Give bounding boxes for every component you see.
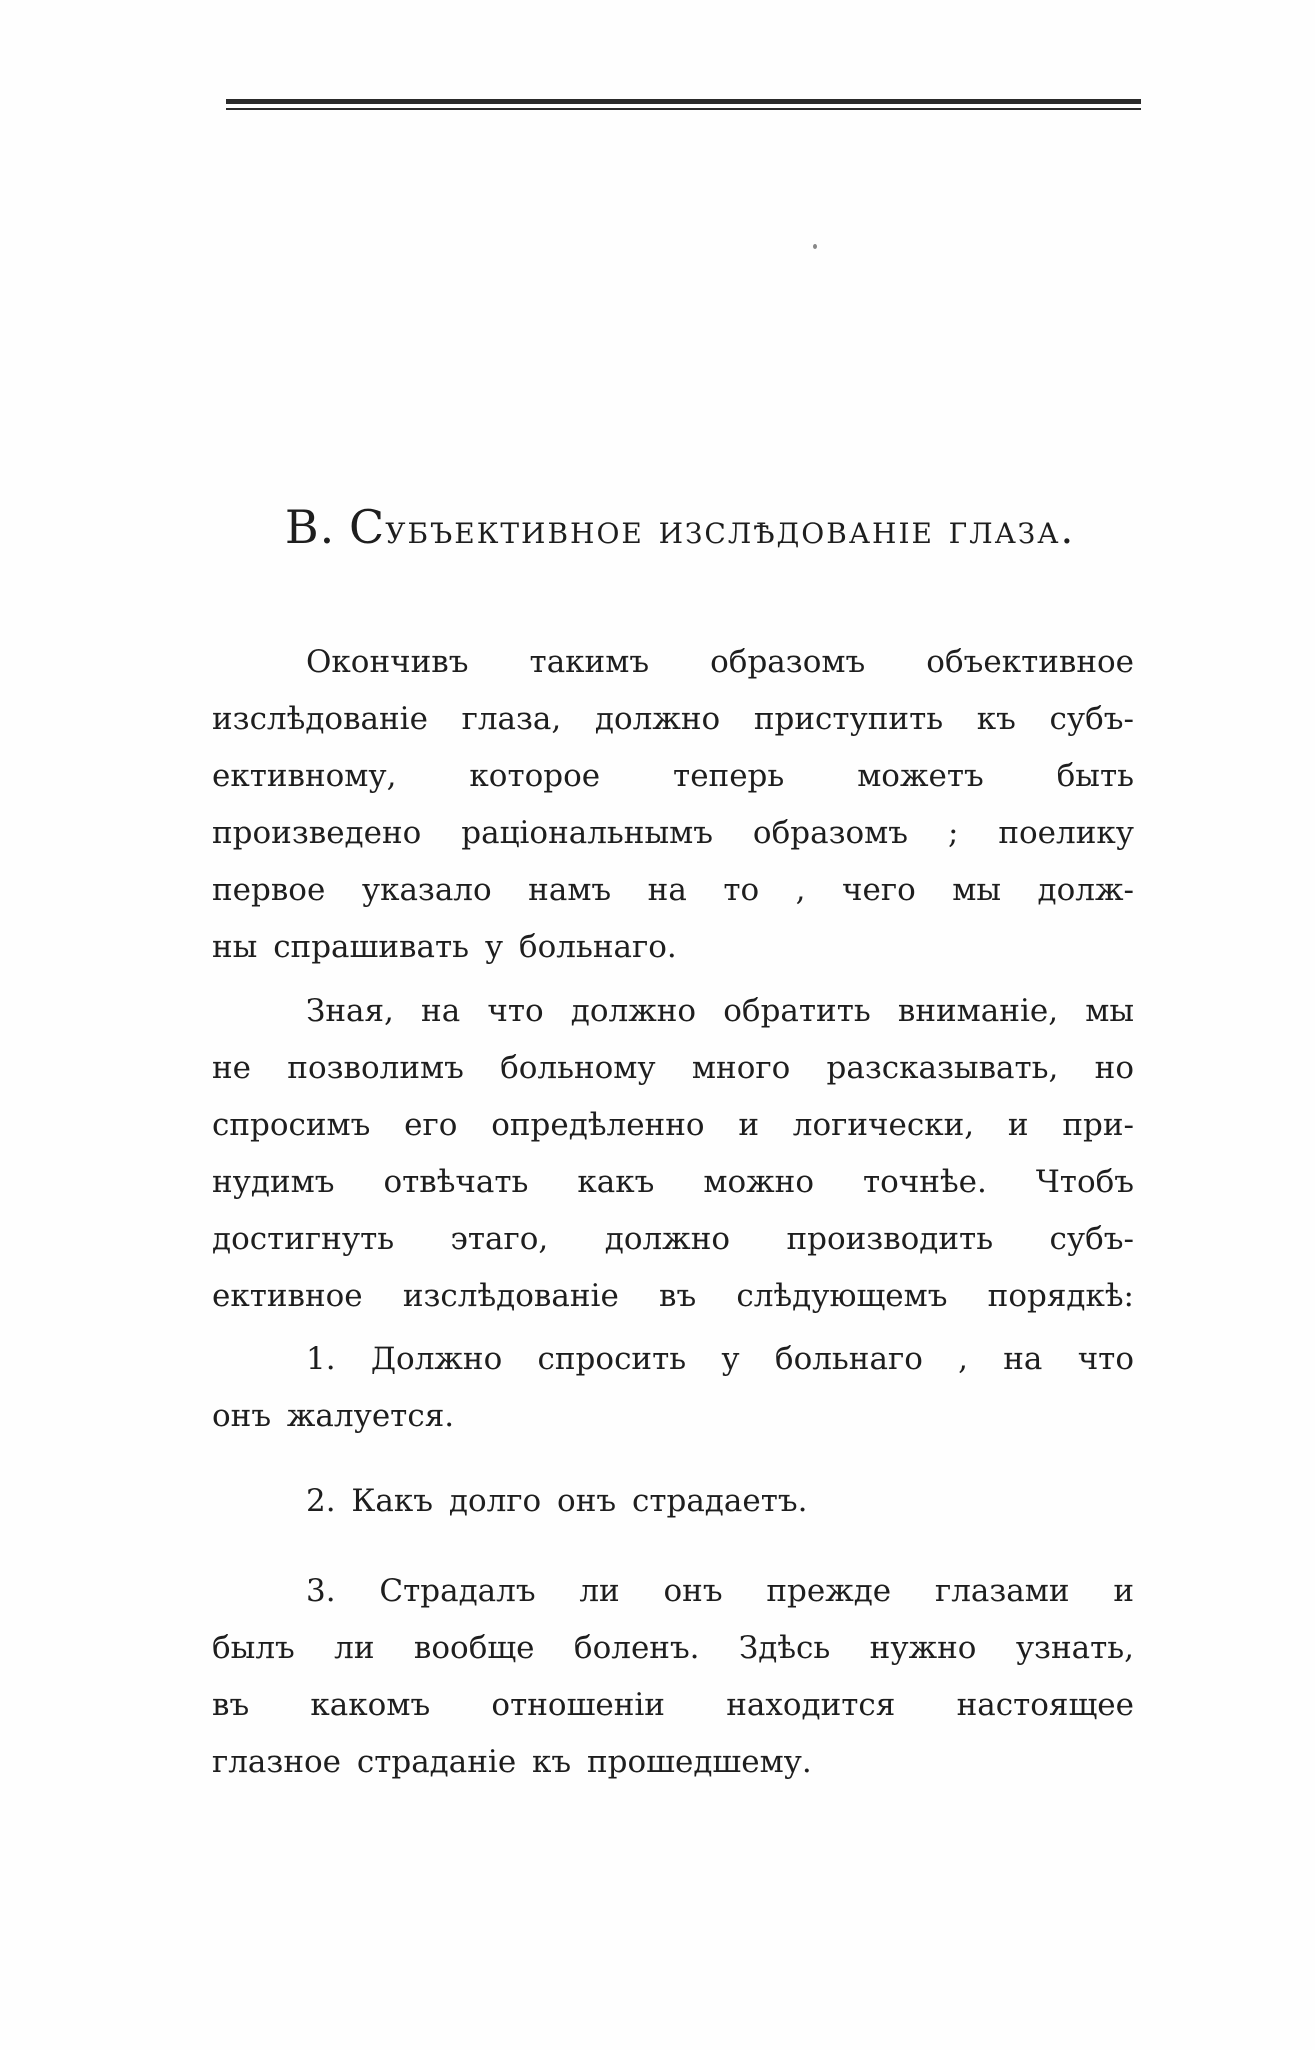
text-line: былъ ли вообще боленъ. Здѣсь нужно узнать, [212, 1630, 1134, 1666]
text-line: достигнуть этаго, должно производить субъ- [212, 1221, 1134, 1257]
text-line: нудимъ отвѣчать какъ можно точнѣе. Чтобъ [212, 1164, 1134, 1200]
top-rule-thin [226, 108, 1141, 110]
top-rule-thick [226, 99, 1141, 104]
text-line: первое указало намъ на то , чего мы долж- [212, 872, 1134, 908]
section-heading [200, 500, 1160, 554]
text-line: спросимъ его опредѣленно и логически, и при- [212, 1107, 1134, 1143]
text-line: ективное изслѣдованіе въ слѣдующемъ порядкѣ: [212, 1278, 1134, 1314]
list-item-1 [212, 1331, 1134, 1445]
paragraph-2 [212, 983, 1134, 1325]
text-line: ны спрашивать у больнаго. [212, 929, 677, 965]
text-line: Окончивъ такимъ образомъ объективное [306, 644, 1134, 680]
text-line: въ какомъ отношеніи находится настоящее [212, 1687, 1134, 1723]
text-line: изслѣдованіе глаза, должно приступить къ субъ- [212, 701, 1134, 737]
heading-rest: убъективное изслѣдованіе глаза. [385, 507, 1076, 553]
text-line: Зная, на что должно обратить вниманіе, мы [306, 993, 1134, 1029]
heading-initial: С [349, 500, 386, 554]
text-line: 3. Страдалъ ли онъ прежде глазами и [306, 1573, 1134, 1609]
text-line: онъ жалуется. [212, 1398, 455, 1434]
list-item-2 [212, 1473, 1134, 1530]
section-letter: В. [284, 500, 336, 554]
text-line: 1. Должно спросить у больнаго , на что [306, 1341, 1134, 1377]
text-line: произведено раціональнымъ образомъ ; поелику [212, 815, 1134, 851]
paragraph-1 [212, 634, 1134, 976]
text-line: ективному, которое теперь можетъ быть [212, 758, 1134, 794]
list-item-3 [212, 1563, 1134, 1791]
paper-speck [813, 244, 817, 249]
text-line: 2. Какъ долго онъ страдаетъ. [306, 1483, 808, 1519]
text-line: глазное страданіе къ прошедшему. [212, 1744, 812, 1780]
text-line: не позволимъ больному много разсказывать, но [212, 1050, 1134, 1086]
